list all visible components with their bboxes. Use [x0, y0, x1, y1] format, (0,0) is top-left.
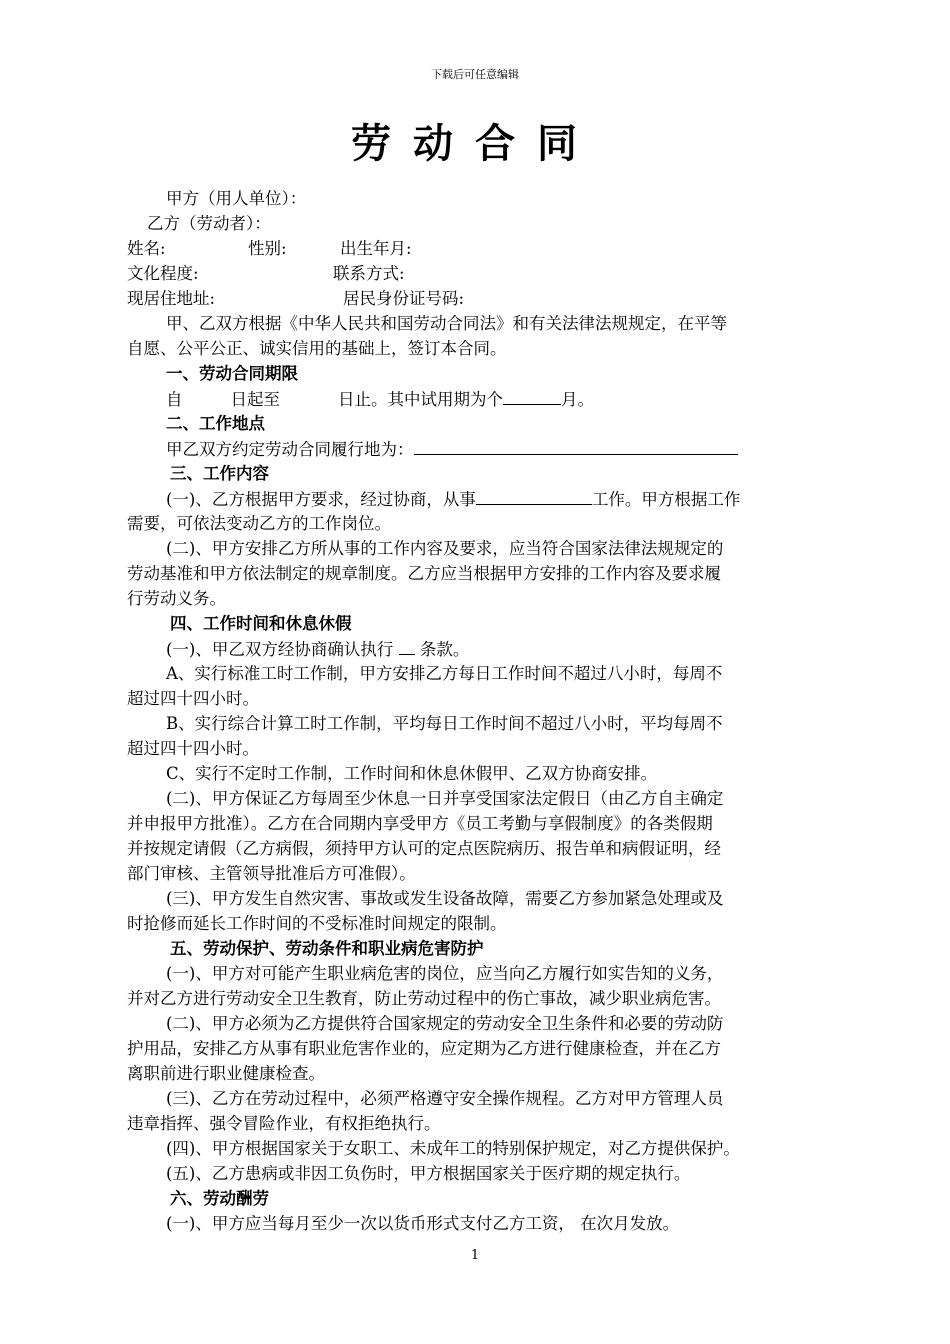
section-heading: 一、劳动合同期限 [166, 364, 298, 383]
party-b-label: 乙方（劳动者）： [147, 214, 271, 233]
term-from: 自 [166, 390, 183, 409]
workplace-line [166, 438, 738, 461]
paragraph-line: 时抢修而延长工作时间的不受标准时间规定的限制。 [127, 914, 507, 933]
id-label: 居民身份证号码: [343, 289, 465, 308]
document-title: 劳动合同 [351, 121, 599, 167]
paragraph-line: 部门审核、主管领导批准后方可准假）。 [127, 864, 416, 883]
intro-line: 自愿、公平公正、诚实信用的基础上，签订本合同。 [127, 339, 507, 358]
paragraph-line: 并对乙方进行劳动安全卫生教育，防止劳动过程中的伤亡事故，减少职业病危害。 [127, 989, 721, 1008]
paragraph-line: 需要，可依法变动乙方的工作岗位。 [127, 514, 391, 533]
paragraph-line: (一)、甲方应当每月至少一次以货币形式支付乙方工资， 在次月发放。 [166, 1214, 680, 1233]
job-text: (一)、乙方根据甲方要求，经过协商，从事 [166, 490, 476, 509]
section-heading: 六、劳动酬劳 [170, 1189, 269, 1208]
paragraph-line: 行劳动义务。 [127, 589, 226, 608]
paragraph-line: (四)、甲方根据国家关于女职工、未成年工的特别保护规定，对乙方提供保护。 [166, 1139, 740, 1158]
name-label: 姓名: [127, 239, 166, 258]
paragraph-line: B、实行综合计算工时工作制，平均每日工作时间不超过八小时，平均每周不 [166, 714, 723, 733]
page-number: 1 [470, 1248, 480, 1263]
paragraph-line: 超过四十四小时。 [127, 689, 259, 708]
birth-label: 出生年月: [340, 239, 412, 258]
paragraph-line: C、实行不定时工作制，工作时间和休息休假甲、乙双方协商安排。 [166, 764, 658, 783]
term-start: 日起至 [230, 390, 280, 409]
paragraph-line: (一)、甲方对可能产生职业病危害的岗位，应当向乙方履行如实告知的义务， [166, 964, 724, 983]
intro-line: 甲、乙双方根据《中华人民共和国劳动合同法》和有关法律法规规定，在平等 [166, 314, 727, 333]
paragraph-line: 离职前进行职业健康检查。 [127, 1064, 325, 1083]
term-line [166, 388, 594, 411]
paragraph-line: 并申报甲方批准）。乙方在合同期内享受甲方《员工考勤与享假制度》的各类假期 [127, 814, 713, 833]
address-label: 现居住地址: [127, 289, 216, 308]
paragraph-line: (三)、乙方在劳动过程中，必须严格遵守安全操作规程。乙方对甲方管理人员 [166, 1089, 724, 1108]
paragraph-line: (二)、甲方安排乙方所从事的工作内容及要求，应当符合国家法律法规规定的 [166, 539, 724, 558]
contact-label: 联系方式: [333, 264, 405, 283]
gender-label: 性别: [248, 239, 287, 258]
paragraph-line: (五)、乙方患病或非因工负伤时，甲方根据国家关于医疗期的规定执行。 [166, 1164, 691, 1183]
paragraph-line: 违章指挥、强令冒险作业，有权拒绝执行。 [127, 1114, 441, 1133]
job-text-end: 工作。甲方根据工作 [591, 490, 741, 509]
paragraph-line: (二)、甲方保证乙方每周至少休息一日并享受国家法定假日（由乙方自主确定 [166, 789, 724, 808]
education-label: 文化程度: [127, 264, 199, 283]
section-heading: 三、工作内容 [170, 464, 269, 483]
paragraph-line: (二)、甲方必须为乙方提供符合国家规定的劳动安全卫生条件和必要的劳动防 [166, 1014, 724, 1033]
paragraph-line: A、实行标准工时工作制，甲方安排乙方每日工作时间不超过八小时，每周不 [166, 664, 723, 683]
paragraph-line: 护用品，安排乙方从事有职业危害作业的，应定期为乙方进行健康检查，并在乙方 [127, 1039, 721, 1058]
section-heading: 二、工作地点 [166, 414, 265, 433]
job-blank [476, 488, 592, 505]
term-month: 月。 [561, 390, 594, 409]
workplace-blank [414, 438, 738, 455]
paragraph-line: 并按规定请假（乙方病假，须持甲方认可的定点医院病历、报告单和病假证明，经 [127, 839, 721, 858]
job-line [166, 488, 740, 511]
section-heading: 四、工作时间和休息休假 [170, 614, 352, 633]
hours-text: (一)、甲乙双方经协商确认执行 [166, 640, 394, 659]
section-heading: 五、劳动保护、劳动条件和职业病危害防护 [170, 939, 484, 958]
paragraph-line: (三)、甲方发生自然灾害、事故或发生设备故障，需要乙方参加紧急处理或及 [166, 889, 724, 908]
probation-blank [503, 388, 561, 405]
paragraph-line: 劳动基准和甲方依法制定的规章制度。乙方应当根据甲方安排的工作内容及要求履 [127, 564, 721, 583]
party-a-label: 甲方（用人单位）： [166, 189, 307, 208]
workplace-label: 甲乙双方约定劳动合同履行地为： [166, 440, 414, 459]
hours-line [166, 638, 469, 661]
hours-text-end: 条款。 [419, 640, 470, 659]
header-note: 下载后可任意编辑 [431, 68, 519, 81]
paragraph-line: 超过四十四小时。 [127, 739, 259, 758]
term-end: 日止。其中试用期为个 [338, 390, 503, 409]
hours-blank [399, 638, 415, 655]
